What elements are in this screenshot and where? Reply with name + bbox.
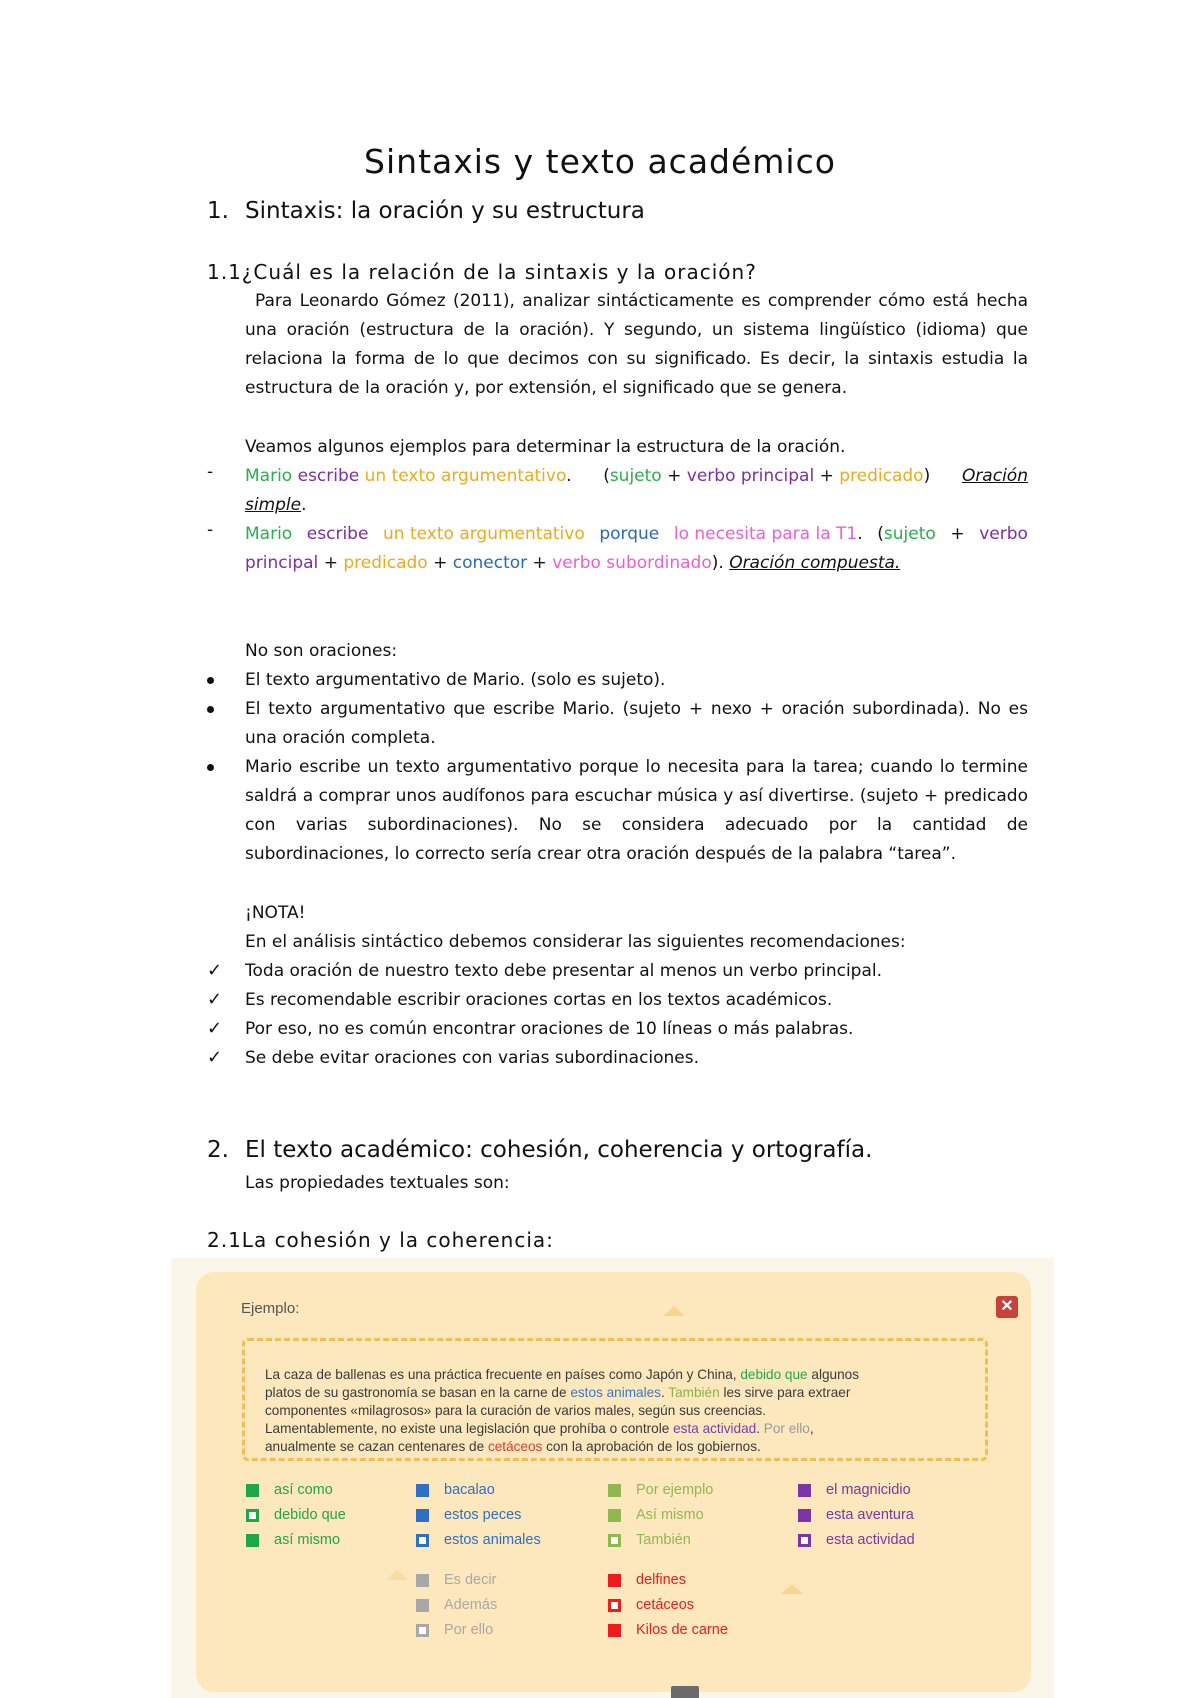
color-square-icon [608, 1574, 621, 1587]
example-image [171, 1258, 1054, 1698]
legend-label: el magnicidio [826, 1482, 911, 1498]
color-square-icon [798, 1509, 811, 1522]
page-indicator [671, 1686, 699, 1698]
nota-intro: En el análisis sintáctico debemos considerar las siguientes recomendaciones: [245, 932, 906, 952]
ex2-paren-close: ). [711, 553, 724, 573]
properties-intro: Las propiedades textuales son: [245, 1173, 510, 1193]
highlight-reference: estos animales [570, 1385, 661, 1400]
color-square-icon [416, 1574, 429, 1587]
nota-item: Toda oración de nuestro texto debe presentar al menos un verbo principal. [245, 961, 883, 981]
ex1-predicate: un texto argumentativo [364, 466, 567, 486]
legend-label: Es decir [444, 1572, 497, 1588]
color-square-icon [608, 1599, 621, 1612]
document-title: Sintaxis y texto académico [364, 142, 836, 181]
ex1-kind-b: simple [245, 495, 302, 515]
ex1-label-predicate: predicado [839, 466, 924, 486]
example-card-title: Ejemplo: [241, 1300, 300, 1317]
ex2-subject: Mario [245, 524, 293, 544]
ex1-dot: . [566, 466, 572, 486]
text-run: platos de su gastronomía se basan en la carne de [265, 1385, 571, 1400]
example-card [196, 1272, 1031, 1692]
highlight-connector: Por ello [763, 1421, 810, 1436]
example-line [265, 1385, 850, 1400]
example-line [265, 1403, 766, 1418]
legend-label: Además [444, 1597, 498, 1613]
example-2-line-1 [245, 520, 1028, 549]
plus-sign: + [819, 466, 834, 486]
highlight-connector: debido que [740, 1367, 808, 1382]
nota-item: Es recomendable escribir oraciones cortas en los textos académicos. [245, 990, 833, 1010]
ex1-end-dot: . [301, 495, 307, 515]
not-sentence-item: El texto argumentativo de Mario. (solo es sujeto). [245, 670, 666, 690]
legend-label: esta actividad [826, 1532, 915, 1548]
decorative-triangle [386, 1570, 408, 1580]
text-run: . [756, 1421, 764, 1436]
section-1-title: Sintaxis: la oración y su estructura [245, 198, 645, 224]
legend-label: delfines [636, 1572, 686, 1588]
legend-label: esta aventura [826, 1507, 914, 1523]
text-run: Lamentablemente, no existe una legislación que prohíba o controle [265, 1421, 674, 1436]
plus-sign: + [950, 524, 965, 544]
ex2-connector: porque [599, 524, 660, 544]
intro-paragraph: Para Leonardo Gómez (2011), analizar sintácticamente es comprender cómo está hecha una oración (estructura de la oración). Y segundo, un sistema lingüístico (idioma) que relaciona la forma de lo que decimos con su significado. Es decir, la sintaxis estudia la estructura de la oración y, por extensión, el significado que se genera. [245, 291, 1028, 398]
color-square-icon [246, 1509, 259, 1522]
text-run: algunos [807, 1367, 860, 1382]
not-sentence-item: Mario escribe un texto argumentativo porque lo necesita para la tarea; cuando lo termine saldrá a comprar unos audífonos para escuchar música y así divertirse. (sujeto + predicado con varias subordinaciones). No se considera adecuado por la cantidad de subordinaciones, lo correcto sería crear otra oración después de la palabra “tarea”. [245, 757, 1028, 864]
ex1-subject: Mario [245, 466, 293, 486]
examples-intro: Veamos algunos ejemplos para determinar la estructura de la oración. [245, 437, 846, 457]
check-icon: ✓ [207, 989, 223, 1010]
legend-label: Por ejemplo [636, 1482, 714, 1498]
plus-sign: + [323, 553, 338, 573]
example-line [265, 1439, 761, 1454]
color-square-icon [798, 1534, 811, 1547]
ex2-label-connector: conector [452, 553, 528, 573]
example-line [265, 1421, 814, 1436]
text-run: anualmente se cazan centenares de [265, 1439, 488, 1454]
ex1-paren-open: ( [603, 466, 610, 486]
legend-label: así mismo [274, 1532, 341, 1548]
text-run: componentes «milagrosos» para la curación de varios males, según sus creencias. [265, 1403, 766, 1418]
decorative-triangle [781, 1584, 803, 1594]
legend-label: Kilos de carne [636, 1622, 728, 1638]
legend-label: estos peces [444, 1507, 522, 1523]
color-square-icon [416, 1484, 429, 1497]
example-1-line-1 [245, 462, 1028, 491]
color-square-icon [608, 1509, 621, 1522]
check-icon: ✓ [207, 1047, 223, 1068]
ex2-label-verb-a: verbo [979, 524, 1028, 544]
not-sentences-heading: No son oraciones: [245, 641, 398, 661]
legend-label: estos animales [444, 1532, 541, 1548]
example-text-box [242, 1338, 988, 1461]
legend-label: debido que [274, 1507, 346, 1523]
plus-sign: + [667, 466, 682, 486]
color-square-icon [416, 1509, 429, 1522]
dash-marker: - [207, 520, 214, 540]
decorative-triangle [663, 1306, 685, 1316]
example-1-line-2 [245, 491, 307, 520]
bullet-dot [207, 764, 214, 771]
plus-sign: + [532, 553, 547, 573]
ex2-kind: Oración compuesta. [729, 553, 901, 573]
section-2-title: El texto académico: cohesión, coherencia y ortografía. [245, 1137, 873, 1163]
check-icon: ✓ [207, 1018, 223, 1039]
ex2-dot: . [857, 524, 863, 544]
color-square-icon [798, 1484, 811, 1497]
ex1-kind-a: Oración [961, 466, 1028, 486]
legend-label: Así mismo [636, 1507, 704, 1523]
ex1-paren-close: ) [923, 466, 931, 486]
example-2-line-2 [245, 549, 900, 578]
legend-label: cetáceos [636, 1597, 695, 1613]
ex2-paren-open: ( [877, 524, 884, 544]
ex2-label-predicate: predicado [343, 553, 428, 573]
section-2-number: 2. [207, 1137, 229, 1163]
text-run: con la aprobación de los gobiernos. [542, 1439, 761, 1454]
text-run: La caza de ballenas es una práctica frecuente en países como Japón y China, [265, 1367, 741, 1382]
ex2-label-verb-b: principal [245, 553, 319, 573]
ex2-verb: escribe [306, 524, 369, 544]
ex2-subordinate: lo necesita para la T1 [673, 524, 858, 544]
ex2-label-subordinate: verbo subordinado [552, 553, 712, 573]
color-square-icon [608, 1624, 621, 1637]
nota-item: Se debe evitar oraciones con varias subordinaciones. [245, 1048, 700, 1068]
legend-label: Por ello [444, 1622, 494, 1638]
legend-label: bacalao [444, 1482, 495, 1498]
nota-item: Por eso, no es común encontrar oraciones de 10 líneas o más palabras. [245, 1019, 854, 1039]
text-run: . [660, 1385, 669, 1400]
nota-heading: ¡NOTA! [245, 903, 306, 923]
subsection-1-1-heading: 1.1¿Cuál es la relación de la sintaxis y la oración? [207, 260, 757, 284]
bullet-dot [207, 706, 214, 713]
ex2-label-subject: sujeto [883, 524, 936, 544]
section-1-number: 1. [207, 198, 229, 224]
not-sentence-item: El texto argumentativo que escribe Mario. (sujeto + nexo + oración subordinada). No es una oración completa. [245, 699, 1028, 748]
check-icon: ✓ [207, 960, 223, 981]
legend-label: así como [274, 1482, 333, 1498]
text-run: , [809, 1421, 814, 1436]
color-square-icon [608, 1484, 621, 1497]
ex1-label-verb: verbo principal [686, 466, 815, 486]
color-square-icon [246, 1484, 259, 1497]
color-square-icon [416, 1599, 429, 1612]
ex2-predicate: un texto argumentativo [383, 524, 585, 544]
color-square-icon [608, 1534, 621, 1547]
bullet-dot [207, 677, 214, 684]
legend-label: También [636, 1532, 691, 1548]
highlight-connector: También [668, 1385, 720, 1400]
highlight-reference: cetáceos [487, 1439, 543, 1454]
color-square-icon [246, 1534, 259, 1547]
example-line [265, 1367, 859, 1382]
color-square-icon [416, 1534, 429, 1547]
dash-marker: - [207, 462, 214, 482]
subsection-2-1-heading: 2.1La cohesión y la coherencia: [207, 1228, 554, 1252]
ex1-verb: escribe [297, 466, 360, 486]
close-icon[interactable]: ✕ [996, 1296, 1018, 1318]
ex1-label-subject: sujeto [609, 466, 662, 486]
plus-sign: + [433, 553, 448, 573]
color-square-icon [416, 1624, 429, 1637]
text-run: les sirve para extraer [719, 1385, 851, 1400]
highlight-reference: esta actividad [673, 1421, 757, 1436]
